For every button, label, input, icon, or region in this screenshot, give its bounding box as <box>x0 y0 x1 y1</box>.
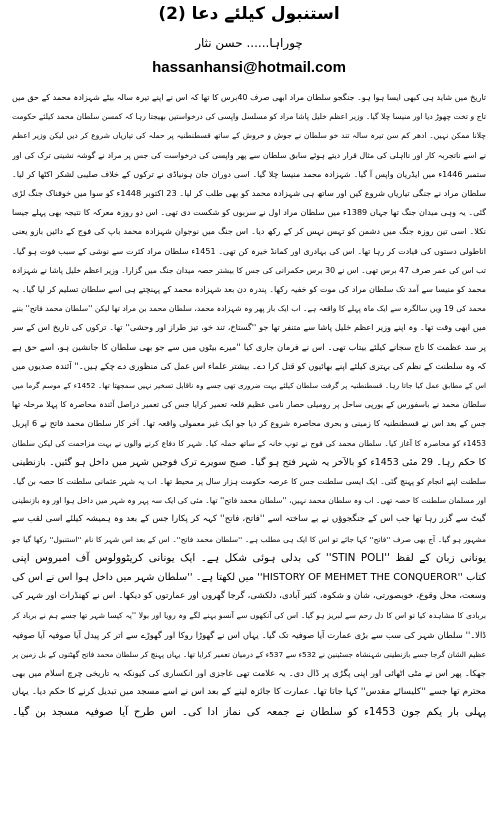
text-line: وسعت، محل وقوع، خوبصورتی، شان و شکوہ، کثیر آبادی، دلکشی، گرجا گھروں اور عمارتوں کو دیکھا۔ اس نے کھنڈرات اور شہر کی <box>12 591 486 602</box>
text-line: نے اسے ناتجربہ کار اور نااہلی کی مثال قرار دیتے ہوئے سابق سلطان سے پھر واپسی کی درخواست کی جس پر مراد نے گوشہ نشینی ترک کی اور <box>12 150 486 160</box>
text-line: سلطان محمد نے باسفورس کے یورپی ساحل پر رومیلی حصار نامی عظیم قلعہ تعمیر کرایا جس کی تعمیر دراصل آئندہ محاصرہ کا پہلا مرحلہ تھا <box>12 400 486 410</box>
text-line: اناطولی دستوں کی قیادت کر رہا تھا۔ اس کی بہادری اور کمانڈ خیرہ کن تھی۔ 1451ء سلطان مراد کثرت سے نوشی کے سبب فوت ہو گیا۔ <box>12 246 486 256</box>
text-line: تاریخ میں شاید ہی کبھی ایسا ہوا ہو۔ جنگجو سلطان مراد ابھی صرف 40برس کا تھا کہ اس نے اپنے تیرہ سالہ بیٹے شہزادہ محمد کے حق میں <box>12 93 486 102</box>
text-line: جھکا۔ پھر اس نے مٹی اٹھائی اور اپنی پگڑی پر ڈال دی۔ یہ علامت تھی عاجزی اور انکساری کی کیونکہ یہ تاریخی چرچ اسلام میں بھی <box>12 668 486 679</box>
article-body <box>12 88 486 722</box>
article-title: استنبول کیلئے دعا (2) <box>158 4 340 24</box>
text-line: پہلی بار یکم جون 1453ء کو سلطان نے جمعہ کی نماز ادا کی۔ اس طرح آیا صوفیہ مسجد بن گیا۔ <box>12 705 486 718</box>
text-line: عظیم الشان گرجا جسے بازنطینی شہنشاہ جسٹینین نے 532ء سے 537ء کے درمیان تعمیر کرایا تھا۔ یہاں پہنچ کر سلطان محمد فاتح گھٹنوں کے بل زمین پر <box>12 649 486 659</box>
text-line: سلطنت اپنے انجام کو پہنچ گئی۔ ایک ایسی سلطنت جس کا عرصہ حکومت ہزار سال پر محیط تھا۔ اب یہ شہر عثمانی سلطنت کا حصہ بن گیا۔ <box>12 477 486 487</box>
text-line: یونانی زبان کے لفظ ''STIN POLI'' کی بدلی ہوئی شکل ہے۔ ایک یونانی کریٹوولوس آف امبروس اپنی <box>12 551 486 564</box>
text-line: میں ابھی وقت تھا۔ وہ اپنے وزیر اعظم خلیل پاشا سے متنفر تھا جو ''گستاخ، تند خو، تیز طراز اور وحشی'' تھا۔ ترکوں کی تاریخ اس کے سر <box>12 322 486 333</box>
text-line: اور مسلمان سلطنت کا حصہ تھی۔ اب وہ سلطان محمد نہیں، ''سلطان محمد فاتح'' تھا۔ مئی کی ایک سہ پہر وہ شہر میں داخل ہوا اور وہ بازنطینی <box>12 496 486 506</box>
text-line: ڈالا۔'' سلطان شہر کی سب سے بڑی عمارت آیا صوفیہ تک گیا۔ یہاں اس نے گھوڑا روکا اور گھوڑے سے اتر کر پیدل آیا صوفیہ آیا صوفیہ <box>12 629 486 640</box>
text-line: گئی۔ یہ وہی میدان جنگ تھا جہاں 1389ء میں سلطان مراد اول نے سربوں کو شکست دی تھی۔ اس دو روزہ معرکہ کا نتیجہ بھی پہلے جیسا <box>12 208 486 218</box>
text-line: سلطان مراد نے جنگی تیاریاں شروع کیں اور ساتھ ہی شہزادہ محمد کو بھی طلب کر لیا۔ 23 اکتوبر 1448ء کو سوا میں خوفناک جنگ لڑی <box>12 188 486 199</box>
text-line: چلانا ممکن نہیں۔ ادھر کم سن تیرہ سالہ تند خو سلطان نے جوش و خروش کے ساتھ قسطنطنیہ پر حملہ کی تیاریاں شروع کر دیں لیکن وزیر اعظم <box>12 131 486 141</box>
text-line: پر سد عظمت کا تاج سجانے کیلئے بیتاب تھی۔ اس نے فرمان جاری کیا ''میرے بیٹوں میں سے جو بھی سلطان کا جانشین ہو، اسے حق ہے <box>12 341 486 352</box>
text-line: 1453ء کو محاصرہ کا آغاز کیا۔ سلطان محمد کی فوج نے توپ خانہ کے ساتھ حملہ کیا۔ شہر کا دفاع کرنے والوں نے بہت مزاحمت کی لیکن سلطان <box>12 438 486 448</box>
text-line: اس کے مطابق عمل کیا جاتا رہا۔ قسطنطنیہ پر گرفت سلطان کیلئے بہت ضروری تھی جسے وہ ناقابل تسخیر نہیں سمجھتا تھا۔ 1452ء کے موسم گرما میں <box>12 381 486 391</box>
text-line: تاج و تخت چھوڑ دیا اور منیسا چلا گیا۔ وزیر اعظم خلیل پاشا مراد کو مسلسل واپسی کی درخواستیں بھیجتا رہا کہ کمسن سلطان محمد کیلئے حکومت <box>12 112 486 122</box>
text-line: نکلا۔ اسی تین روزہ جنگ میں دشمن کو تہس نہس کر کے رکھ دیا۔ اس جنگ میں نوجوان شہزادہ محمد باپ کی فوج کے دائیں بازو یعنی <box>12 226 486 237</box>
text-line: ستمبر 1446ء میں ایڈریان واپس آ گیا۔ شہزادہ محمد منیسا چلا گیا۔ اسی دوران جان ہونیاڈی نے ترکوں کے خلاف صلیبی لشکر اکٹھا کر لیا۔ <box>12 169 486 179</box>
text-line: محمد کی 19 ویں سالگرہ سے ایک ماہ پہلے کا واقعہ ہے۔ اب ایک بار پھر وہ شہزادہ محمد، سلطان محمد بن مراد تھا لیکن ''سلطان محمد فاتح'' بننے <box>12 304 486 314</box>
text-line: بربادی کا مشاہدہ کیا تو اس کا دل رحم سے لبریز ہو گیا۔ اس کی آنکھوں سے آنسو بہنے لگے وہ رویا اور بولا ''یہ کیسا شہر تھا جسے ہم نے برباد کر <box>12 611 486 621</box>
author-email[interactable]: hassanhansi@hotmail.com <box>152 59 346 76</box>
text-line: کتاب ''HISTORY OF MEHMET THE CONQUEROR'' میں لکھتا ہے۔ ''سلطان شہر میں داخل ہوا اس نے اس کی <box>12 572 486 584</box>
text-line: جس کے بعد اس نے قسطنطنیہ کا زمینی و بحری محاصرہ شروع کر دیا جو ایک غیر معمولی واقعہ تھا۔ آخر کار سلطان محمد فاتح نے 6 اپریل <box>12 419 486 429</box>
text-line: تب اس کی عمر صرف 47 برس تھی۔ اس نے 30 برس حکمرانی کی جس کا بیشتر حصہ میدان جنگ میں گزارا۔ وزیر اعظم خلیل پاشا نے شہزادہ <box>12 265 486 275</box>
author-byline: چوراہا...... حسن نثار <box>195 36 303 50</box>
text-line: کا حکم رہا۔ 29 مئی 1453ء کو بالآخر یہ شہر فتح ہو گیا۔ صبح سویرے ترک فوجیں شہر میں داخل ہو گئیں۔ بازنطینی <box>12 456 486 468</box>
article-paragraph <box>12 88 486 722</box>
text-line: مشہور ہو گیا۔ آج بھی صرف ''فاتح'' کہا جائے تو اس کا ایک ہی مطلب ہے۔ ''سلطان محمد فاتح''۔ اس کے بعد اس شہر کا نام ''استنبول'' رکھا گیا جو <box>12 534 486 544</box>
text-line: محترم تھا جسے ''کلیسائے مقدس'' کہا جاتا تھا۔ عمارت کا جائزہ لینے کے بعد اس نے اسے مسجد میں تبدیل کرنے کا حکم دیا۔ یہاں <box>12 687 486 698</box>
text-line: محمد کو منیسا سے آمد تک سلطان مراد کی موت کو خفیہ رکھا۔ پندرہ دن بعد شہزادہ محمد کے پہنچتے ہی اسے سلطان تسلیم کر لیا گیا۔ یہ <box>12 285 486 295</box>
text-line: کہ وہ سلطنت کے نظم کی بہتری کیلئے اپنے بھائیوں کو قتل کرا دے۔ بیشتر علماء اس عمل کی منظوری دے چکے ہیں۔'' آئندہ صدیوں میں <box>12 360 486 371</box>
text-line: گیٹ سے گزر رہا تھا جب اس کے جنگجوؤں نے بے ساختہ اسے ''فاتح، فاتح'' کہہ کر پکارا جس کے بعد وہ ہمیشہ کیلئے اسی لقب سے <box>12 514 486 525</box>
article-header <box>12 0 486 78</box>
